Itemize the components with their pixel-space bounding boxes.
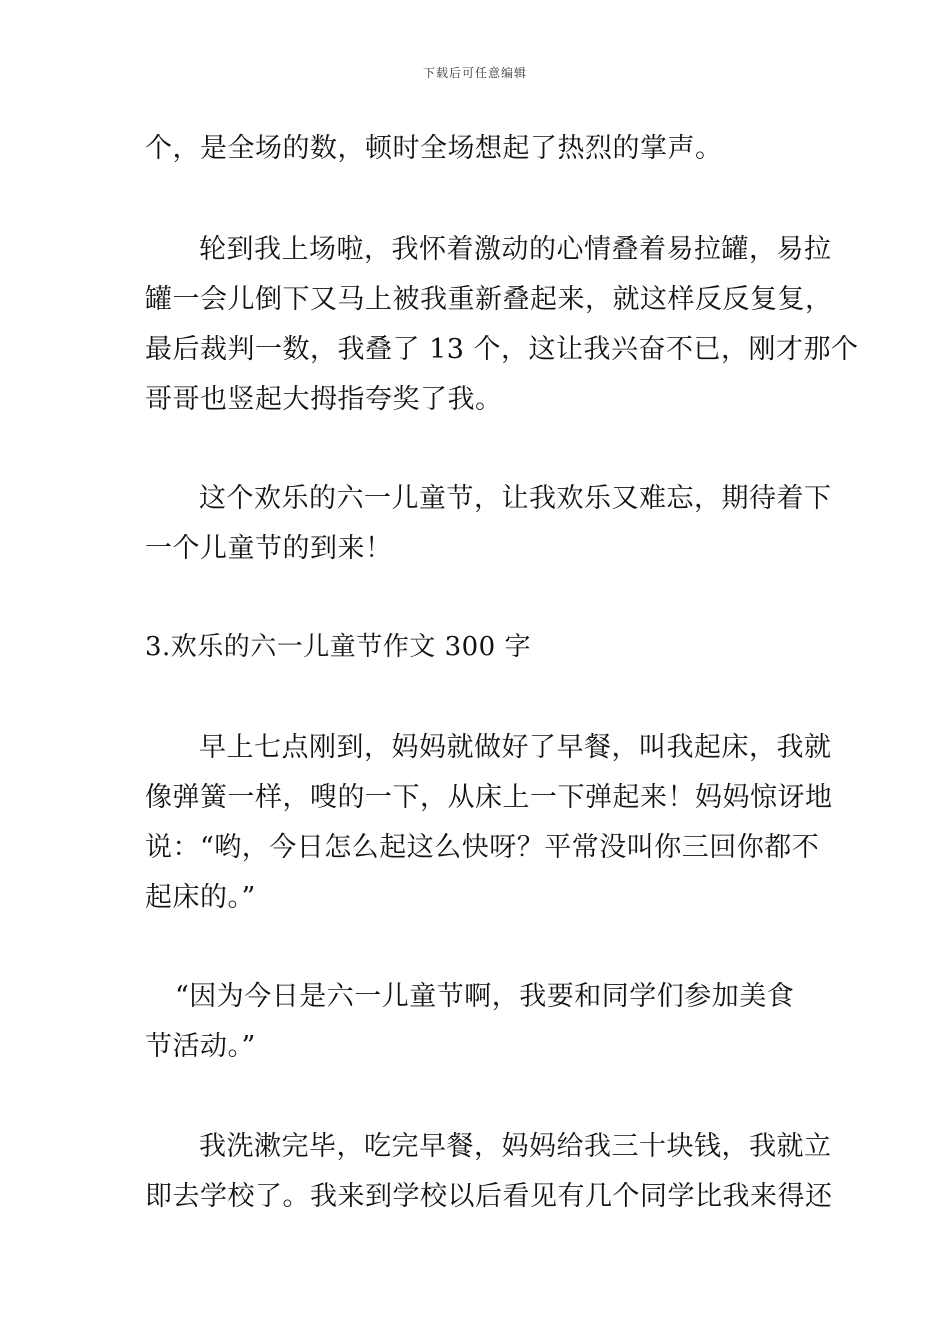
text-line: 个，是全场的数，顿时全场想起了热烈的掌声。: [145, 133, 723, 164]
paragraph-4: [145, 723, 833, 923]
text-line: 起床的。”: [145, 882, 256, 913]
paragraph-2: [145, 225, 859, 425]
heading-text: 3.欢乐的六一儿童节作文 300 字: [145, 632, 531, 662]
text-line: 罐一会儿倒下又马上被我重新叠起来，就这样反反复复，: [145, 284, 833, 315]
text-line: 这个欢乐的六一儿童节，让我欢乐又难忘，期待着下: [199, 483, 832, 514]
text-line: 即去学校了。我来到学校以后看见有几个同学比我来得还: [145, 1181, 833, 1212]
paragraph-1: [145, 124, 810, 174]
paragraph-5: [145, 972, 810, 1072]
text-line: 节活动。”: [145, 1031, 256, 1062]
text-line: 一个儿童节的到来！: [145, 533, 393, 564]
paragraph-6: [145, 1122, 833, 1222]
text-line: 哥哥也竖起大拇指夸奖了我。: [145, 384, 503, 415]
section-heading: [145, 622, 810, 672]
text-line: 我洗漱完毕，吃完早餐，妈妈给我三十块钱，我就立: [199, 1131, 832, 1162]
text-line: 早上七点刚到，妈妈就做好了早餐，叫我起床，我就: [199, 732, 832, 763]
text-line: 像弹簧一样，嗖的一下，从床上一下弹起来！妈妈惊讶地: [145, 782, 833, 813]
text-line: 说：“哟，今日怎么起这么快呀？平常没叫你三回你都不: [145, 832, 820, 863]
page-header: 下载后可任意编辑: [422, 66, 527, 80]
text-line: “因为今日是六一儿童节啊，我要和同学们参加美食: [175, 981, 795, 1012]
text-line: 最后裁判一数，我叠了 13 个，这让我兴奋不已，刚才那个: [145, 334, 859, 365]
paragraph-3: [145, 474, 832, 574]
text-line: 轮到我上场啦，我怀着激动的心情叠着易拉罐，易拉: [199, 234, 832, 265]
